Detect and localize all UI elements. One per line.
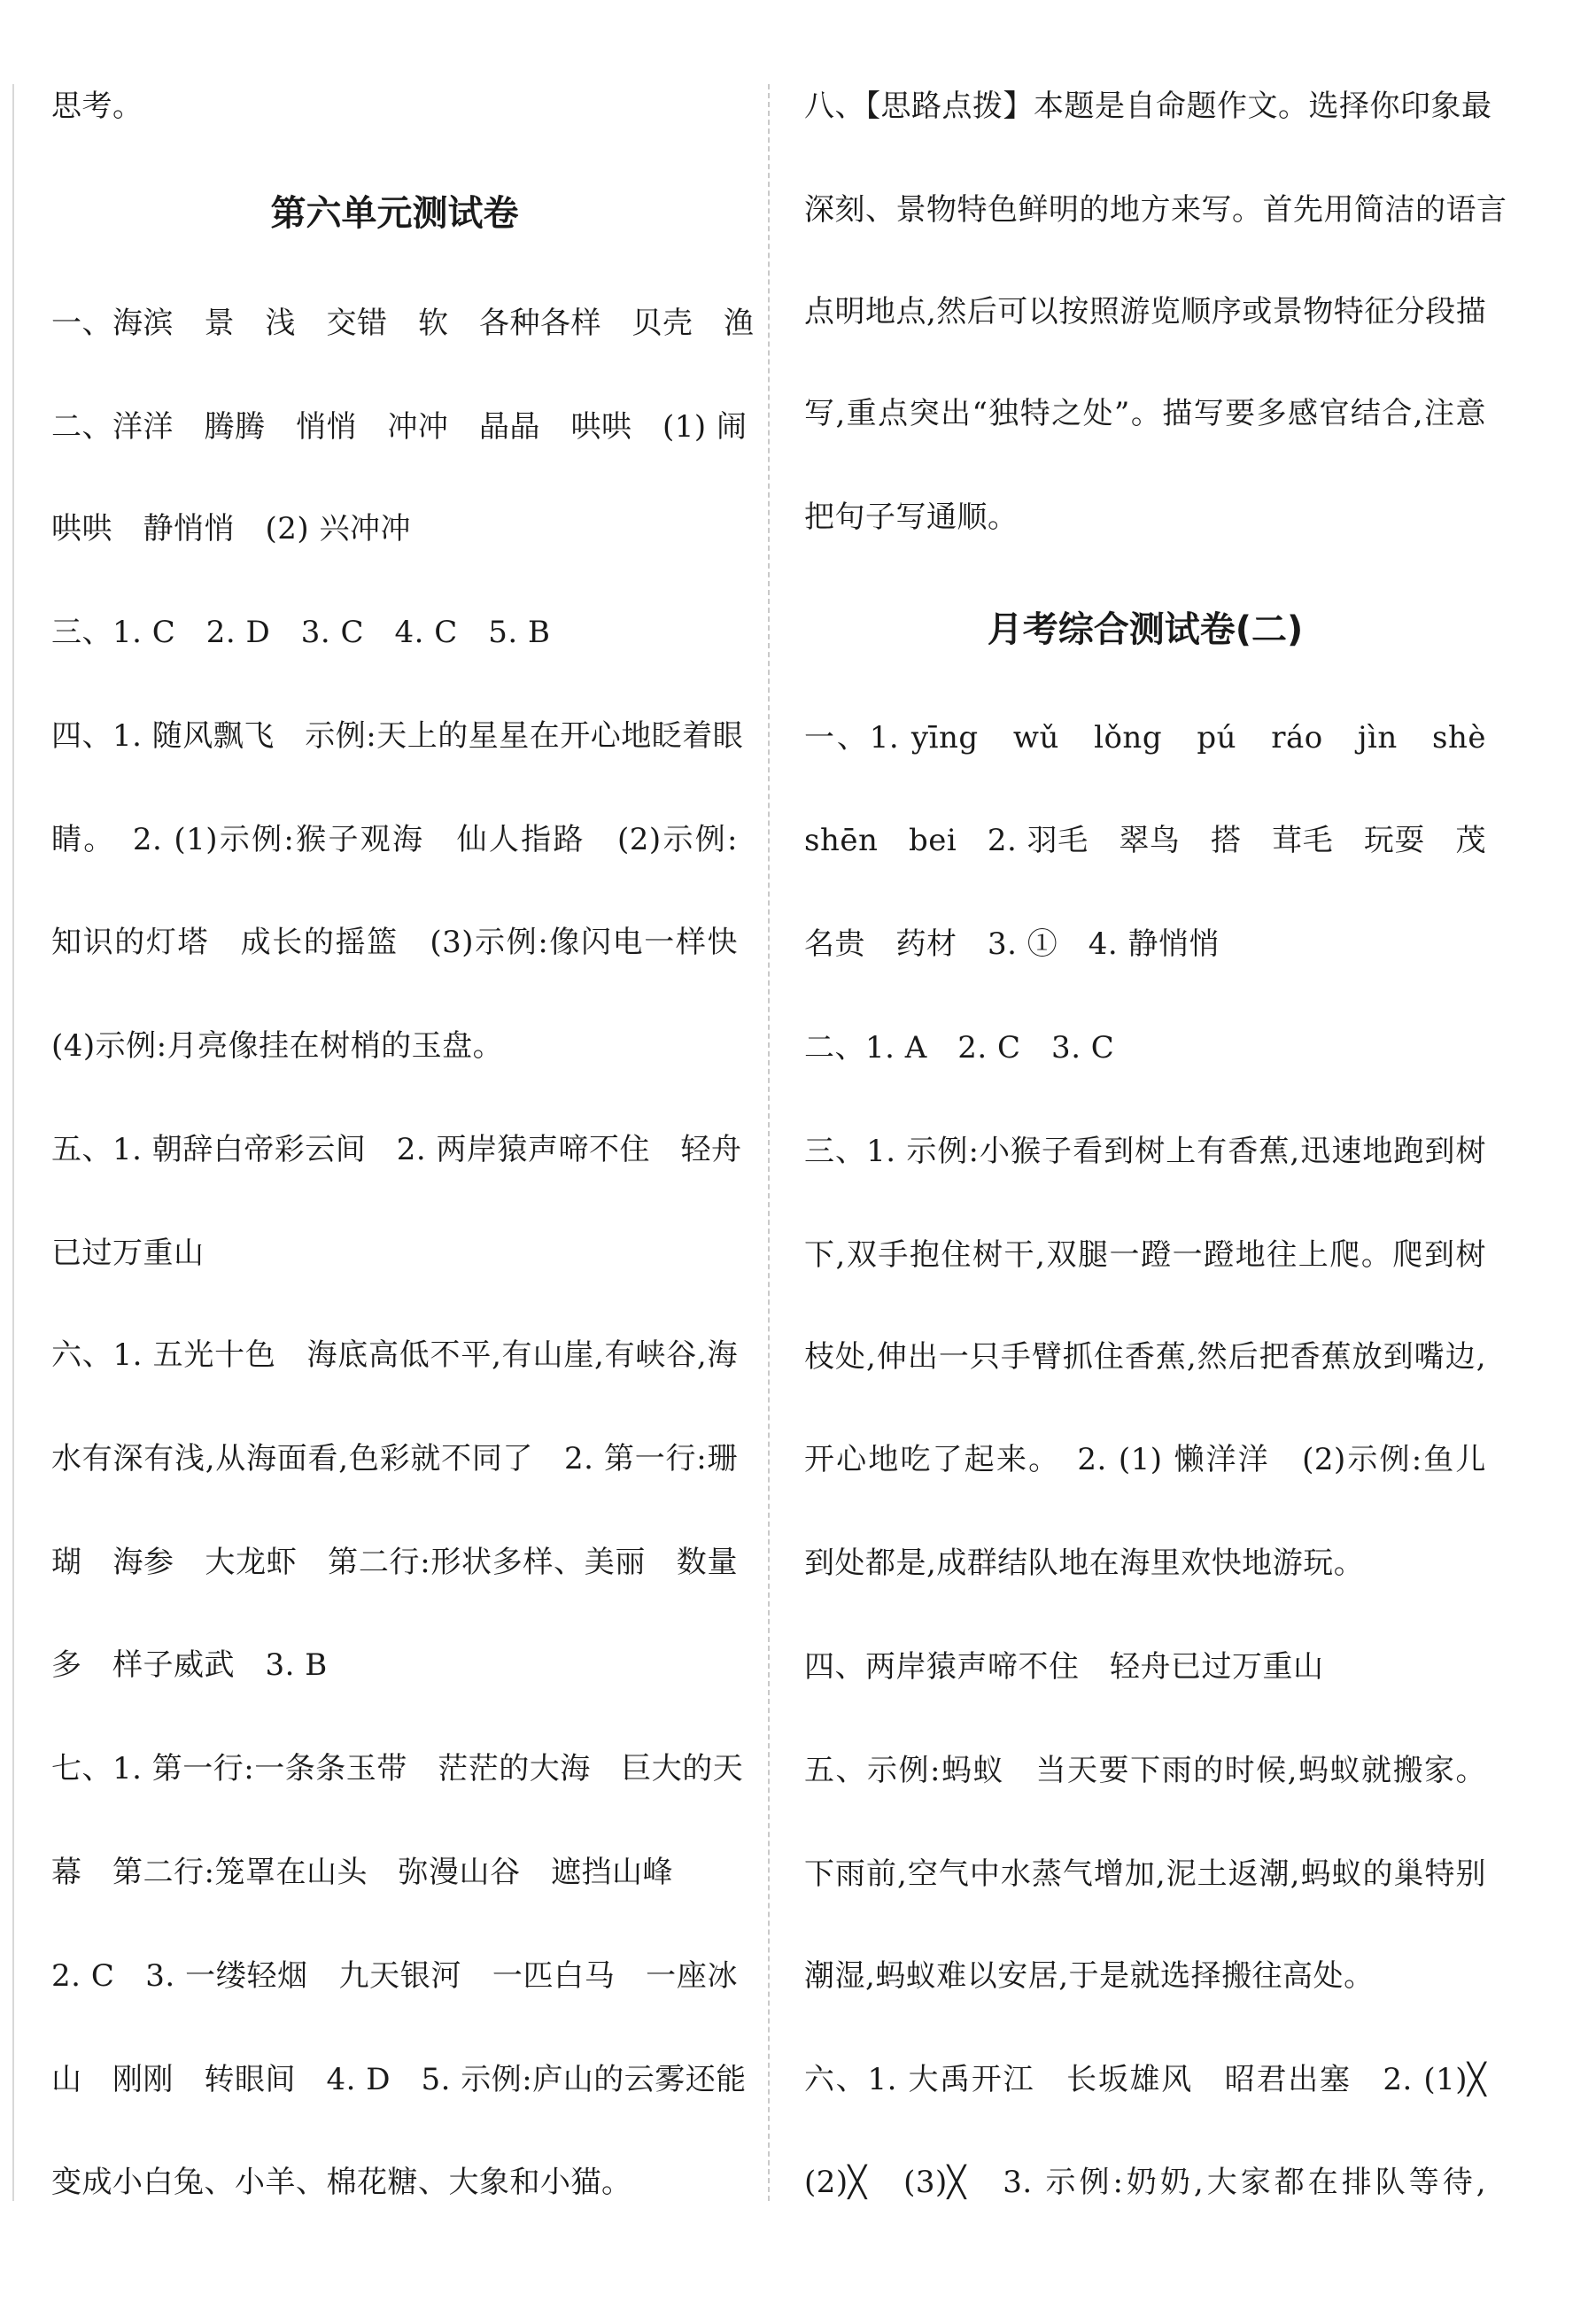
answer-line: 2. C 3. 一缕轻烟 九天银河 一匹白马 一座冰 <box>51 1958 738 1994</box>
answer-line: 二、洋洋 腾腾 悄悄 冲冲 晶晶 哄哄 (1) 闹 <box>51 409 748 445</box>
answer-line: shēn bei 2. 羽毛 翠鸟 搭 茸毛 玩耍 茂 <box>804 823 1486 858</box>
answer-line: 一、海滨 景 浅 交错 软 各种各样 贝壳 渔 <box>51 306 755 341</box>
answer-line: 潮湿,蚂蚁难以安居,于是就选择搬往高处。 <box>804 1958 1375 1994</box>
answer-line: 山 刚刚 转眼间 4. D 5. 示例:庐山的云雾还能 <box>51 2062 747 2097</box>
answer-line: 下,双手抱住树干,双腿一蹬一蹬地往上爬。爬到树 <box>804 1237 1486 1273</box>
answer-line: 二、1. A 2. C 3. C <box>804 1030 1115 1066</box>
answer-line: 深刻、景物特色鲜明的地方来写。首先用简洁的语言 <box>804 192 1507 228</box>
section-heading-monthly-test-2: 月考综合测试卷(二) <box>987 609 1304 650</box>
answer-line: (4)示例:月亮像挂在树梢的玉盘。 <box>51 1028 504 1064</box>
column-divider <box>768 84 770 2201</box>
answer-line: 七、1. 第一行:一条条玉带 茫茫的大海 巨大的天 <box>51 1751 744 1786</box>
answer-line: 三、1. 示例:小猴子看到树上有香蕉,迅速地跑到树 <box>804 1134 1486 1169</box>
answer-line: 八、【思路点拨】本题是自命题作文。选择你印象最 <box>804 89 1492 124</box>
answer-line: 五、示例:蚂蚁 当天要下雨的时候,蚂蚁就搬家。 <box>804 1753 1486 1788</box>
answer-line: 变成小白兔、小羊、棉花糖、大象和小猫。 <box>51 2165 632 2200</box>
answer-line: 水有深有浅,从海面看,色彩就不同了 2. 第一行:珊 <box>51 1441 738 1476</box>
answer-line: 开心地吃了起来。 2. (1) 懒洋洋 (2)示例:鱼儿 <box>804 1442 1486 1477</box>
intro-line: 思考。 <box>51 89 143 124</box>
answer-line: 把句子写通顺。 <box>804 500 1019 535</box>
answer-line: 六、1. 五光十色 海底高低不平,有山崖,有峡谷,海 <box>51 1337 738 1373</box>
answer-line: 六、1. 大禹开江 长坂雄风 昭君出塞 2. (1)╳ <box>804 2062 1486 2097</box>
answer-line: (2)╳ (3)╳ 3. 示例:奶奶,大家都在排队等待, <box>804 2165 1486 2200</box>
answer-line: 瑚 海参 大龙虾 第二行:形状多样、美丽 数量 <box>51 1545 738 1580</box>
answer-line: 多 样子威武 3. B <box>51 1647 328 1683</box>
answer-line: 枝处,伸出一只手臂抓住香蕉,然后把香蕉放到嘴边, <box>804 1339 1486 1375</box>
answer-line: 睛。 2. (1)示例:猴子观海 仙人指路 (2)示例: <box>51 822 738 857</box>
answer-line: 幕 第二行:笼罩在山头 弥漫山谷 遮挡山峰 <box>51 1855 673 1890</box>
answer-line: 一、1. yīng wǔ lǒng pú ráo jìn shè <box>804 720 1486 756</box>
answer-line: 哄哄 静悄悄 (2) 兴冲冲 <box>51 511 411 546</box>
answer-line: 名贵 药材 3. ① 4. 静悄悄 <box>804 926 1220 962</box>
answer-line: 知识的灯塔 成长的摇篮 (3)示例:像闪电一样快 <box>51 925 738 960</box>
answer-line: 四、两岸猿声啼不住 轻舟已过万重山 <box>804 1649 1324 1685</box>
section-heading-unit6: 第六单元测试卷 <box>270 193 519 234</box>
answer-line: 到处都是,成群结队地在海里欢快地游玩。 <box>804 1546 1365 1581</box>
answer-line: 下雨前,空气中水蒸气增加,泥土返潮,蚂蚁的巢特别 <box>804 1856 1486 1892</box>
answer-line: 写,重点突出“独特之处”。描写要多感官结合,注意 <box>804 396 1486 431</box>
answer-line: 点明地点,然后可以按照游览顺序或景物特征分段描 <box>804 294 1487 329</box>
left-margin-rule <box>12 84 14 2201</box>
answer-line: 已过万重山 <box>51 1236 205 1271</box>
answer-line: 五、1. 朝辞白帝彩云间 2. 两岸猿声啼不住 轻舟 <box>51 1132 742 1167</box>
answer-line: 三、1. C 2. D 3. C 4. C 5. B <box>51 615 551 650</box>
answer-line: 四、1. 随风飘飞 示例:天上的星星在开心地眨着眼 <box>51 718 744 754</box>
